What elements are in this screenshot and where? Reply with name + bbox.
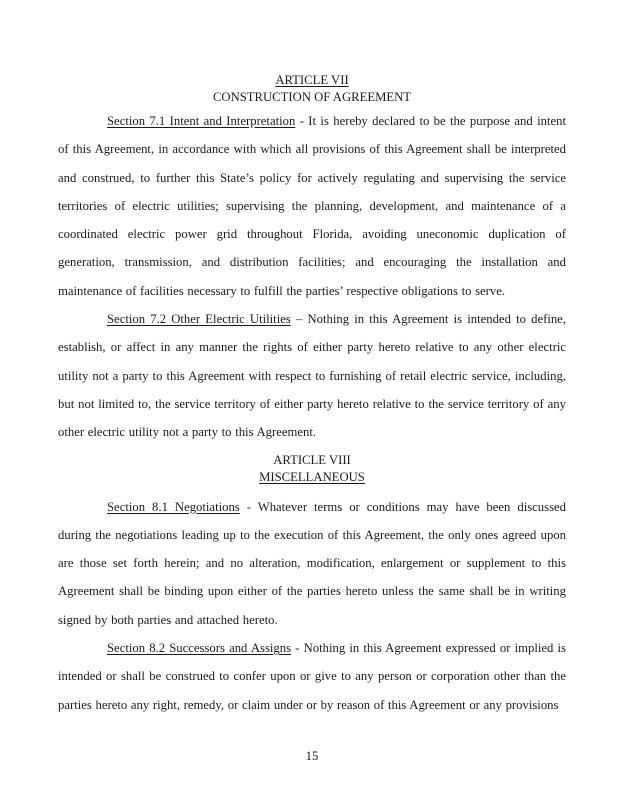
section-8-2-text: - Nothing in this Agreement expressed or implied is intended or shall be construed to confer upon or give to any person or corporation other than the parties hereto any right, remedy, or claim under or by reason of this Agreement or any provisions <box>58 641 566 712</box>
section-7-1-label: Section 7.1 Intent and Interpretation <box>107 114 296 128</box>
section-7-1-text: - It is hereby declared to be the purpose and intent of this Agreement, in accordance with which all provisions of this Agreement shall be interpreted and construed, to further this State’s policy for actively regulating and supervising the service territories of electric utilities; supervising the planning, development, and maintenance of a coordinated electric power grid throughout Florida, avoiding uneconomic duplication of generation, transmission, and distribution facilities; and encouraging the installation and maintenance of facilities necessary to fulfill the parties’ respective obligations to serve. <box>58 114 566 298</box>
paragraph-section-7-1 <box>58 107 566 305</box>
article-7-heading <box>58 72 566 106</box>
article-8-subtitle: MISCELLANEOUS <box>259 469 365 484</box>
paragraph-section-7-2 <box>58 305 566 446</box>
page-number: 15 <box>305 749 319 763</box>
section-8-1-label: Section 8.1 Negotiations <box>107 499 240 514</box>
section-8-1-text: - Whatever terms or conditions may have been discussed during the negotiations leading up to the execution of this Agreement, the only ones agreed upon are those set forth herein; and no alteration, modification, enlargement or supplement to this Agreement shall be binding upon either of the parties hereto unless the same shall be in writing signed by both parties and attached hereto. <box>58 499 566 627</box>
section-8-2-label: Section 8.2 Successors and Assigns <box>107 641 292 656</box>
article-8-heading <box>58 452 566 486</box>
section-7-2-text: – Nothing in this Agreement is intended to define, establish, or affect in any manner the rights of either party hereto relative to any other electric utility not a party to this Agreement with respect to furnishing of retail electric service, including, but not limited to, the service territory of either party hereto relative to the service territory of any other electric utility not a party to this Agreement. <box>58 312 566 440</box>
article-7-subtitle: CONSTRUCTION OF AGREEMENT <box>212 90 412 104</box>
paragraph-section-8-1 <box>58 493 566 634</box>
paragraph-section-8-2 <box>58 634 566 719</box>
article-8-title: ARTICLE VIII <box>273 452 351 467</box>
section-7-2-label: Section 7.2 Other Electric Utilities <box>107 312 291 327</box>
article-7-title: ARTICLE VII <box>275 73 349 87</box>
